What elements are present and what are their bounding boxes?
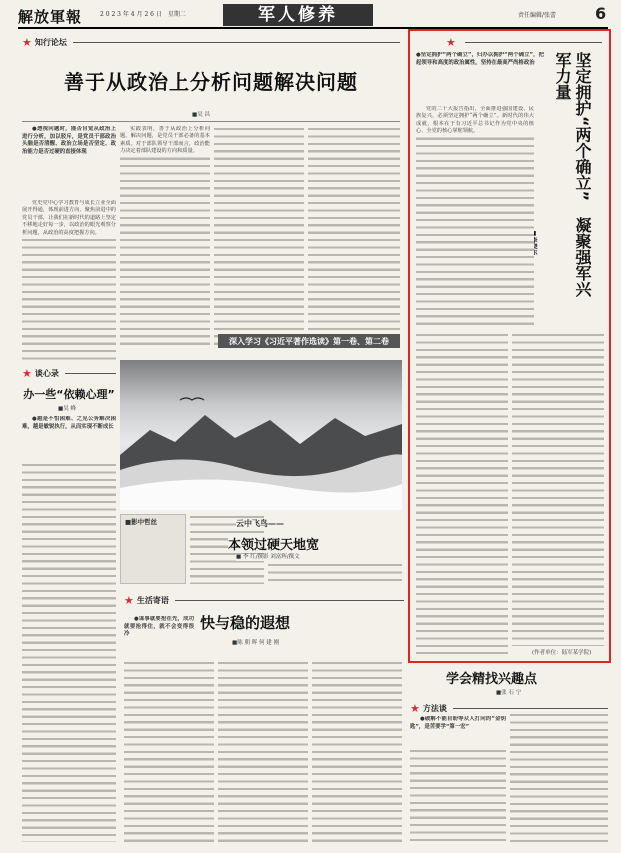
divider	[22, 121, 400, 122]
photo-label: ■影中哲丝	[125, 518, 158, 526]
main-body-col2	[120, 126, 210, 346]
editor-info: 责任编辑/张蕾	[518, 12, 557, 19]
photo-caption-title: 云中飞鸟——	[236, 519, 284, 528]
xuesi-vertical-title	[552, 52, 592, 312]
lede-text: ●坚定拥护“两个确立”，归办以拥护“两个确立”，把起领导和高度的政治属性，坚持在最高严尚格政治	[416, 52, 544, 66]
main-body-col3	[214, 126, 304, 346]
column-tag-label: 谈心录	[34, 369, 59, 378]
column-tag-shenghuo	[124, 594, 404, 607]
kuaiwen-body-col1	[124, 660, 214, 842]
lede-text: ●谋事就要抢在先，成功就要抢得住，就不会变得很冷	[124, 616, 194, 638]
lede-text: ●越是不怕困难、之见公务解决困难，越是敏锐执行，从而实现不断成长	[22, 416, 116, 430]
xuesi-title: 坚定拥护“两个确立” 凝聚强军兴军力量	[553, 52, 592, 298]
column-tag-xuesi	[446, 36, 602, 49]
qudian-byline: ■张 石 宁	[496, 690, 522, 696]
star-icon: ★	[446, 36, 456, 49]
main-byline: ■吴 昌	[192, 112, 210, 118]
photo-label-box	[120, 514, 186, 584]
xuesi-body-col2	[416, 332, 508, 654]
photo-text-col2	[268, 562, 402, 584]
xinli-body	[22, 462, 116, 842]
main-body-col4	[308, 126, 400, 346]
kuaiwen-body-col3	[312, 660, 402, 842]
section-banner: 军人修养	[223, 4, 373, 26]
kuaiwen-body-col2	[218, 660, 308, 842]
xuesi-body-col1	[416, 106, 534, 326]
photo-caption-headline: 本领过硬天地宽	[228, 534, 319, 553]
qudian-body-col1	[410, 748, 506, 842]
star-icon: ★	[124, 594, 134, 607]
photo-caption-byline: ■ 李 红/撰影 刘富辉/撰文	[236, 554, 300, 560]
kuaiwen-byline: ■陈 朝 晖 何 建 刚	[232, 640, 279, 646]
body-paragraph: 党史党中心学习教育与成长立业全面展开得通，体现前进方向、聚焦前进中的党员干部，让我们在新时代的道路上坚定不移地走好每一步，以政治的眼光观察分析问题，从政治的高度把握方向。	[22, 200, 116, 236]
star-icon: ★	[410, 702, 420, 715]
qudian-body-col2	[510, 712, 608, 842]
xinli-lede	[22, 416, 116, 458]
newspaper-masthead: 解放軍報	[18, 8, 83, 26]
column-tag-tanxin	[22, 367, 116, 380]
page-number: 6	[595, 4, 607, 23]
kuaiwen-lede	[124, 616, 194, 656]
divider	[465, 42, 602, 43]
xinli-headline: 办一些“依赖心理”	[23, 388, 115, 401]
mountain-clouds-image	[120, 360, 402, 510]
column-tag-label: 方法谈	[422, 704, 447, 713]
xuesi-lede	[416, 52, 544, 104]
body-paragraph: 实践表明，善于从政治上分析问题、解决问题，是党员干部必备的基本素质。对于部队领导干部而言，政治能力决定着部队建设的方向和质量。	[120, 126, 210, 155]
star-icon: ★	[22, 36, 32, 49]
kuaiwen-headline: 快与稳的遐想	[200, 614, 291, 632]
column-tag-zhilun	[22, 36, 400, 49]
main-lede	[22, 126, 116, 196]
body-paragraph: 党的二十大报告指出，全面推进强国建设、民族复兴，必须坚定拥护“两个确立”。新时代的伟大成就，根本在于有习近平总书记作为党中央的核心、全党的核心掌舵领航。	[416, 106, 534, 135]
qudian-headline: 学会精找兴趣点	[446, 672, 538, 687]
xuesi-body-col3	[512, 332, 604, 646]
main-body-col1	[22, 200, 116, 360]
qudian-lede	[410, 716, 506, 746]
landscape-photo	[120, 360, 402, 510]
main-headline: 善于从政治上分析问题解决问题	[64, 70, 358, 94]
xinli-byline: ■吴 峰	[58, 406, 76, 412]
divider	[175, 600, 404, 601]
star-icon: ★	[22, 367, 32, 380]
divider	[73, 42, 400, 43]
column-tag-label: 生活寄语	[136, 596, 169, 605]
date-line: 2 0 2 3 年 4 月 2 6 日 星期二	[100, 11, 186, 18]
divider	[65, 373, 116, 374]
divider	[453, 708, 608, 709]
column-tag-label: 知行论坛	[34, 38, 67, 47]
xuesi-footer-author: (作者单位：陆军某学院)	[532, 650, 592, 656]
series-box: 深入学习《习近平著作选读》第一卷、第二卷	[218, 334, 400, 348]
lede-text: ●透视问题时，能否自觉从政治上进行分析，加以驳斥，是党员干部政治头脑是否清醒、政治立场是否坚定、政治能力是否过硬的直接体现	[22, 126, 116, 155]
lede-text: ●破解不能自盼等众人打向的“金钥匙”，是苦要学“第一宏”	[410, 716, 506, 730]
page-header	[18, 4, 608, 26]
